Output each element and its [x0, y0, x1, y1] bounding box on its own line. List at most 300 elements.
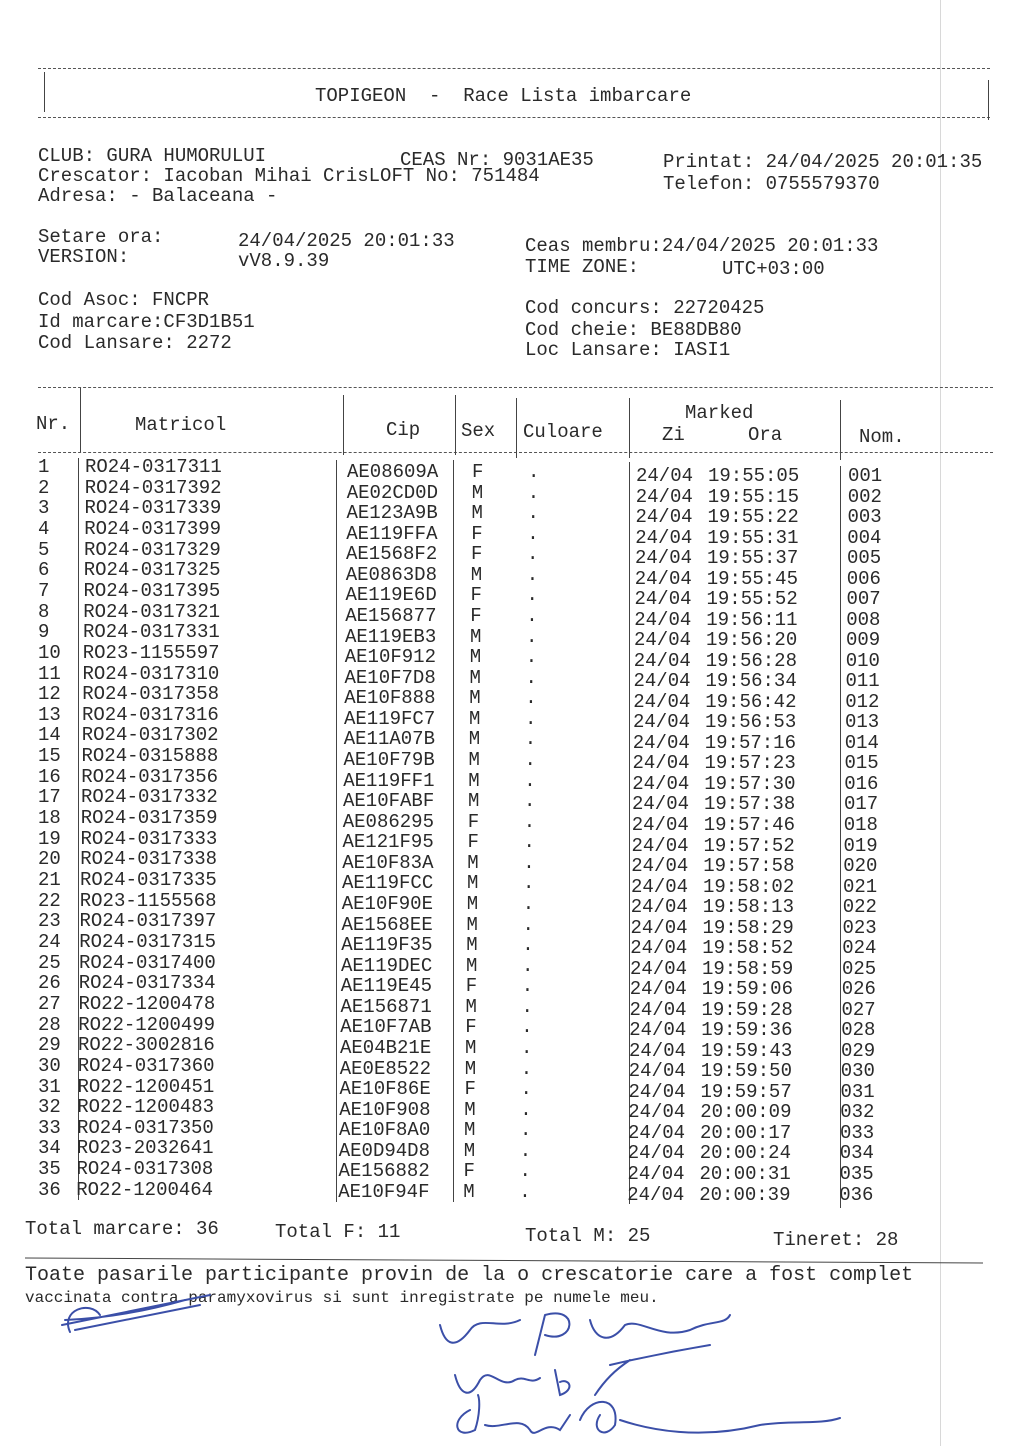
cell-nom: 036: [839, 1183, 874, 1206]
cell-ora: 19:57:23: [704, 752, 796, 775]
cell-matricol: RO24-0317331: [83, 621, 220, 644]
col-cip: Cip: [386, 419, 421, 441]
cell-nr: 20: [38, 848, 61, 871]
cell-culoare: .: [528, 461, 540, 483]
cell-cip: AE0863D8: [345, 563, 437, 586]
cell-sex: F: [465, 975, 478, 998]
cell-ora: 19:57:52: [703, 834, 795, 857]
cell-culoare: .: [524, 790, 536, 813]
cell-matricol: RO24-0317360: [77, 1054, 215, 1077]
cell-nr: 19: [38, 827, 61, 850]
cell-matricol: RO24-0317395: [83, 579, 221, 602]
cell-nom: 010: [845, 649, 880, 672]
cell-cip: AE119DEC: [341, 954, 433, 977]
cell-matricol: RO24-0317332: [81, 786, 218, 809]
cell-matricol: RO24-0317350: [77, 1116, 214, 1139]
cell-culoare: .: [522, 934, 534, 957]
cell-sex: M: [468, 790, 480, 813]
cell-zi: 24/04: [632, 752, 690, 775]
cell-sex: F: [470, 604, 482, 627]
cell-cip: AE10F7AB: [340, 1016, 432, 1039]
cell-ora: 19:57:16: [704, 731, 796, 754]
cell-sex: M: [471, 502, 483, 525]
cell-matricol: RO23-2032641: [76, 1137, 214, 1160]
cell-zi: 24/04: [628, 1060, 686, 1083]
cell-cip: AE10F79B: [343, 748, 435, 771]
col-ora: Ora: [748, 424, 783, 446]
cell-matricol: RO24-0317325: [83, 559, 221, 582]
cell-nom: 030: [840, 1060, 875, 1083]
cell-nr: 32: [38, 1096, 61, 1119]
cell-ora: 19:59:57: [700, 1080, 792, 1103]
cell-zi: 24/04: [632, 772, 690, 795]
cod-cheie: Cod cheie: BE88DB80: [525, 319, 742, 341]
cell-zi: 24/04: [629, 1039, 687, 1062]
cell-matricol: RO24-0317334: [78, 972, 216, 995]
cell-zi: 24/04: [635, 526, 693, 549]
cell-nom: 028: [841, 1019, 876, 1042]
cell-matricol: RO24-0317310: [82, 662, 220, 685]
declaration-line1: Toate pasarile participante provin de la o crescatorie care a fost complet: [25, 1264, 914, 1287]
cell-nom: 013: [845, 711, 880, 734]
cell-nr: 4: [38, 517, 50, 540]
cell-cip: AE10F7D8: [344, 666, 436, 689]
version: vV8.9.39: [238, 250, 330, 272]
cell-zi: 24/04: [627, 1163, 685, 1185]
cell-culoare: .: [523, 831, 535, 854]
cell-ora: 19:55:45: [706, 567, 798, 590]
cell-zi: 24/04: [635, 547, 693, 570]
cell-sex: F: [470, 584, 482, 607]
cell-culoare: .: [520, 1098, 532, 1121]
cell-matricol: RO24-0317308: [76, 1158, 214, 1181]
cell-nr: 18: [38, 807, 61, 830]
cell-matricol: RO24-0317397: [79, 910, 217, 933]
cell-ora: 19:59:50: [700, 1060, 792, 1083]
cell-sex: M: [469, 646, 482, 669]
cell-culoare: .: [522, 954, 534, 977]
cell-nr: 31: [38, 1075, 61, 1098]
cell-nom: 032: [840, 1101, 875, 1124]
cell-cip: AE10F888: [344, 687, 436, 710]
cell-zi: 24/04: [635, 485, 693, 508]
cell-ora: 20:00:17: [700, 1121, 792, 1144]
cell-nom: 020: [843, 855, 878, 878]
cell-nr: 10: [38, 641, 61, 664]
cell-nom: 031: [840, 1080, 875, 1103]
cell-ora: 19:59:28: [701, 998, 793, 1021]
cell-sex: M: [471, 481, 484, 504]
cod-asoc: Cod Asoc: FNCPR: [38, 289, 210, 311]
cell-ora: 19:57:46: [703, 814, 795, 836]
cell-nr: 7: [38, 579, 50, 602]
cell-zi: 24/04: [631, 875, 689, 898]
cell-nr: 24: [38, 930, 61, 953]
cell-ora: 19:57:30: [704, 772, 796, 795]
cell-nom: 023: [842, 916, 877, 939]
cell-sex: M: [468, 728, 481, 751]
cell-nr: 35: [38, 1158, 61, 1181]
cell-zi: 24/04: [628, 1101, 686, 1124]
cell-ora: 19:58:13: [702, 896, 794, 919]
cell-sex: M: [467, 872, 479, 895]
cell-ora: 19:56:20: [706, 629, 798, 652]
cell-zi: 24/04: [634, 588, 692, 611]
cell-zi: 24/04: [634, 567, 692, 590]
cell-ora: 19:58:59: [702, 957, 794, 980]
cell-nr: 15: [38, 745, 61, 768]
tineret: Tineret: 28: [773, 1229, 899, 1251]
cell-zi: 24/04: [635, 506, 693, 529]
total-f: Total F: 11: [275, 1221, 401, 1243]
cell-zi: 24/04: [631, 834, 689, 857]
cell-zi: 24/04: [633, 711, 691, 734]
col-zi: Zi: [662, 424, 685, 446]
cell-matricol: RO23-1155597: [82, 641, 220, 664]
cell-sex: M: [466, 913, 478, 936]
cell-nr: 34: [38, 1137, 61, 1160]
cell-cip: AE156877: [345, 604, 437, 627]
cell-sex: F: [464, 1078, 476, 1101]
cell-culoare: .: [525, 687, 537, 710]
cell-matricol: RO24-0317338: [80, 848, 218, 871]
cell-nom: 007: [846, 588, 881, 611]
setare-ora-label: Setare ora:: [38, 226, 164, 248]
cell-nom: 022: [842, 896, 877, 919]
cell-ora: 19:56:34: [705, 670, 797, 693]
cell-cip: AE02CD0D: [346, 481, 438, 504]
cell-matricol: RO22-1200478: [78, 992, 216, 1015]
cell-matricol: RO22-1200451: [77, 1075, 215, 1098]
cell-nom: 024: [842, 937, 877, 960]
cell-nom: 016: [844, 772, 879, 795]
cell-nr: 6: [38, 559, 50, 582]
cell-culoare: .: [520, 1119, 532, 1142]
cell-cip: AE119FCC: [342, 872, 434, 895]
cell-matricol: RO24-0317400: [79, 951, 216, 974]
cell-matricol: RO24-0317359: [80, 807, 218, 830]
cell-culoare: .: [527, 543, 539, 566]
cell-sex: F: [471, 543, 483, 566]
cell-cip: AE10F86E: [339, 1078, 431, 1101]
setare-ora: 24/04/2025 20:01:33: [238, 230, 455, 252]
cell-matricol: RO23-1155568: [79, 889, 217, 912]
cell-ora: 20:00:09: [700, 1101, 792, 1124]
cell-nr: 12: [38, 683, 61, 706]
col-matricol: Matricol: [135, 414, 227, 436]
cell-cip: AE11A07B: [343, 728, 435, 751]
cell-zi: 24/04: [633, 670, 691, 693]
cell-nr: 2: [38, 476, 50, 499]
cell-nom: 017: [844, 793, 879, 816]
cell-sex: M: [468, 748, 480, 771]
cell-zi: 24/04: [629, 978, 687, 1001]
cell-cip: AE10F90E: [341, 892, 433, 915]
cell-cip: AE1568EE: [341, 913, 433, 936]
cell-nr: 22: [38, 889, 61, 912]
cell-cip: AE08609A: [347, 461, 439, 483]
cell-culoare: .: [523, 851, 535, 874]
version-label: VERSION:: [38, 246, 130, 268]
cell-culoare: .: [521, 975, 534, 998]
cell-cip: AE156882: [338, 1160, 430, 1183]
cell-cip: AE119FFA: [346, 522, 438, 545]
cell-ora: 19:57:38: [704, 793, 796, 816]
id-marcare: Id marcare:CF3D1B51: [38, 311, 255, 333]
cell-culoare: .: [526, 625, 538, 648]
cell-nr: 13: [38, 703, 61, 726]
cell-matricol: RO24-0317333: [80, 827, 218, 850]
cell-sex: M: [465, 995, 477, 1018]
cell-cip: AE04B21E: [340, 1036, 432, 1059]
cell-nr: 17: [38, 786, 61, 809]
cell-nr: 23: [38, 910, 61, 933]
cell-ora: 19:59:06: [701, 978, 793, 1001]
cell-culoare: .: [519, 1160, 531, 1183]
cell-nom: 029: [841, 1039, 876, 1062]
cell-nom: 034: [839, 1142, 874, 1165]
cell-nr: 9: [38, 621, 50, 644]
cell-nom: 015: [844, 752, 879, 775]
cell-culoare: .: [523, 872, 535, 895]
cell-culoare: .: [525, 646, 538, 669]
cell-sex: M: [466, 954, 478, 977]
cell-culoare: .: [521, 995, 533, 1018]
cell-cip: AE156871: [340, 995, 432, 1018]
cell-culoare: .: [523, 810, 536, 833]
cell-nr: 27: [38, 992, 61, 1015]
cell-culoare: .: [524, 748, 536, 771]
cell-sex: F: [467, 831, 479, 854]
cell-nr: 30: [38, 1054, 61, 1077]
cod-lansare: Cod Lansare: 2272: [38, 332, 232, 354]
cell-cip: AE10F94F: [338, 1180, 430, 1203]
cell-matricol: RO22-1200483: [77, 1096, 215, 1119]
cell-nr: 8: [38, 600, 50, 623]
cell-cip: AE119F35: [341, 934, 433, 957]
cell-sex: F: [467, 810, 480, 833]
cell-zi: 24/04: [633, 690, 691, 713]
cell-nr: 3: [38, 497, 50, 520]
cell-cip: AE0E8522: [339, 1057, 431, 1080]
cell-nr: 11: [38, 662, 61, 685]
cell-culoare: .: [524, 769, 536, 792]
cell-nom: 027: [841, 998, 876, 1021]
cell-culoare: .: [526, 604, 538, 627]
cell-cip: AE0D94D8: [338, 1139, 430, 1162]
cell-ora: 19:55:22: [707, 506, 799, 529]
cell-matricol: RO24-0317356: [81, 765, 219, 788]
cell-zi: 24/04: [631, 814, 689, 836]
cell-cip: AE10F83A: [342, 851, 434, 874]
cell-ora: 19:55:31: [707, 526, 799, 549]
cell-zi: 24/04: [627, 1142, 685, 1165]
cell-cip: AE119E6D: [345, 584, 437, 607]
cell-zi: 24/04: [634, 608, 692, 631]
cell-sex: M: [464, 1057, 477, 1080]
cell-ora: 20:00:31: [699, 1163, 791, 1185]
cell-ora: 19:57:58: [703, 855, 795, 878]
cell-nom: 018: [843, 814, 878, 836]
cell-nr: 14: [38, 724, 61, 747]
cell-nr: 28: [38, 1013, 61, 1036]
cell-culoare: .: [527, 522, 539, 545]
cell-ora: 19:55:15: [707, 485, 799, 508]
cell-nr: 29: [38, 1034, 61, 1057]
cell-ora: 19:56:28: [705, 649, 797, 672]
cell-zi: 24/04: [627, 1183, 685, 1206]
total-marcare: Total marcare: 36: [25, 1218, 219, 1240]
cell-culoare: .: [525, 666, 537, 689]
cell-nr: 16: [38, 765, 61, 788]
cell-sex: M: [466, 934, 478, 957]
cell-sex: F: [472, 461, 484, 483]
cell-nom: 002: [847, 485, 882, 508]
cell-matricol: RO24-0317335: [80, 869, 217, 891]
cell-sex: M: [469, 687, 481, 710]
cell-zi: 24/04: [630, 916, 688, 939]
printat: Printat: 24/04/2025 20:01:35: [663, 151, 983, 173]
cell-sex: M: [464, 1119, 476, 1142]
ceas-nr: CEAS Nr: 9031AE35: [400, 149, 594, 171]
cell-sex: M: [467, 851, 479, 874]
cell-sex: M: [464, 1098, 476, 1121]
cell-culoare: .: [525, 707, 537, 730]
cell-ora: 19:59:43: [701, 1039, 793, 1062]
cell-nom: 033: [840, 1121, 875, 1144]
cell-sex: M: [463, 1139, 476, 1162]
cell-nom: 005: [847, 547, 882, 570]
cell-zi: 24/04: [631, 855, 689, 878]
cell-matricol: RO24-0317392: [84, 476, 222, 499]
cell-matricol: RO24-0317311: [85, 456, 222, 478]
total-m: Total M: 25: [525, 1225, 651, 1247]
cell-cip: AE119FF1: [343, 769, 435, 792]
cell-matricol: RO24-0317315: [79, 930, 217, 953]
cell-culoare: .: [522, 913, 534, 936]
cell-culoare: .: [527, 502, 539, 525]
cell-nom: 026: [841, 978, 876, 1001]
cell-nr: 21: [38, 869, 61, 891]
cell-ora: 19:59:36: [701, 1019, 793, 1042]
cell-nom: 001: [848, 465, 883, 487]
cell-nr: 36: [38, 1178, 61, 1201]
cell-zi: 24/04: [632, 731, 690, 754]
cell-cip: AE086295: [342, 810, 434, 833]
col-nr: Nr.: [36, 413, 71, 435]
cell-ora: 19:55:05: [708, 465, 800, 487]
cell-matricol: RO22-1200464: [76, 1178, 214, 1201]
cell-nr: 1: [38, 456, 50, 478]
cell-nom: 006: [846, 567, 881, 590]
cell-nr: 33: [38, 1116, 61, 1139]
cell-ora: 20:00:39: [699, 1183, 791, 1206]
cell-nom: 009: [846, 629, 881, 652]
cell-zi: 24/04: [636, 465, 694, 487]
cell-culoare: .: [524, 728, 537, 751]
cell-matricol: RO24-0317358: [82, 683, 220, 706]
cell-sex: F: [463, 1160, 475, 1183]
cell-matricol: RO22-3002816: [78, 1034, 215, 1057]
cell-matricol: RO24-0317329: [84, 538, 221, 561]
col-nom: Nom.: [859, 426, 905, 448]
cell-ora: 19:56:53: [705, 711, 797, 734]
cell-zi: 24/04: [628, 1080, 686, 1103]
cell-sex: M: [466, 892, 479, 915]
cell-cip: AE123A9B: [346, 502, 438, 525]
cell-sex: M: [469, 666, 481, 689]
cell-sex: F: [471, 522, 483, 545]
cell-matricol: RO24-0315888: [81, 745, 219, 768]
cell-sex: M: [468, 769, 480, 792]
cell-culoare: .: [526, 563, 539, 586]
cell-matricol: RO24-0317399: [84, 517, 222, 540]
cell-zi: 24/04: [630, 937, 688, 960]
declaration-line2: vaccinata contra paramyxovirus si sunt inregistrate pe numele meu.: [25, 1289, 659, 1307]
cell-sex: F: [465, 1016, 477, 1039]
col-culoare: Culoare: [523, 421, 603, 443]
cell-sex: M: [470, 625, 482, 648]
time-zone-label: TIME ZONE:: [525, 256, 640, 278]
cell-matricol: RO22-1200499: [78, 1013, 216, 1036]
cell-ora: 19:58:02: [703, 875, 795, 898]
cell-sex: M: [465, 1036, 477, 1059]
cell-zi: 24/04: [628, 1121, 686, 1144]
cell-ora: 20:00:24: [699, 1142, 791, 1165]
cell-cip: AE119E45: [340, 975, 432, 998]
cell-culoare: .: [519, 1139, 532, 1162]
cell-cip: AE10F8A0: [339, 1119, 431, 1142]
cell-nom: 025: [842, 957, 877, 980]
cell-cip: AE10F912: [344, 646, 436, 669]
cell-ora: 19:55:52: [706, 588, 798, 611]
cell-nr: 25: [38, 951, 61, 974]
cell-cip: AE1568F2: [346, 543, 438, 566]
adresa: Adresa: - Balaceana -: [38, 185, 278, 207]
cell-cip: AE121F95: [342, 831, 434, 854]
cell-matricol: RO24-0317339: [84, 497, 222, 520]
cell-cip: AE10FABF: [343, 790, 435, 813]
cell-culoare: .: [522, 892, 535, 915]
telefon: Telefon: 0755579370: [663, 173, 880, 195]
time-zone: UTC+03:00: [722, 258, 825, 280]
cell-zi: 24/04: [630, 896, 688, 919]
cell-nom: 035: [839, 1163, 874, 1185]
cell-culoare: .: [521, 1036, 533, 1059]
cell-sex: M: [463, 1180, 475, 1203]
cell-zi: 24/04: [632, 793, 690, 816]
loc-lansare: Loc Lansare: IASI1: [525, 339, 731, 361]
cell-nom: 019: [843, 834, 878, 857]
cell-nom: 021: [843, 875, 878, 898]
cell-cip: AE119EB3: [345, 625, 437, 648]
cell-matricol: RO24-0317302: [81, 724, 219, 747]
cell-nom: 014: [844, 731, 879, 754]
cell-culoare: .: [521, 1016, 533, 1039]
cell-sex: M: [470, 563, 483, 586]
cell-ora: 19:56:11: [706, 608, 798, 631]
club: CLUB: GURA HUMORULUI: [38, 145, 267, 167]
cell-nr: 26: [38, 972, 61, 995]
cell-culoare: .: [527, 481, 540, 504]
cell-nom: 008: [846, 608, 881, 631]
cod-concurs: Cod concurs: 22720425: [525, 297, 765, 319]
cell-zi: 24/04: [630, 957, 688, 980]
cell-zi: 24/04: [634, 629, 692, 652]
crescator: Crescator: Iacoban Mihai CrisLOFT No: 751484: [38, 165, 540, 187]
col-sex: Sex: [461, 420, 496, 442]
cell-cip: AE119FC7: [344, 707, 436, 730]
